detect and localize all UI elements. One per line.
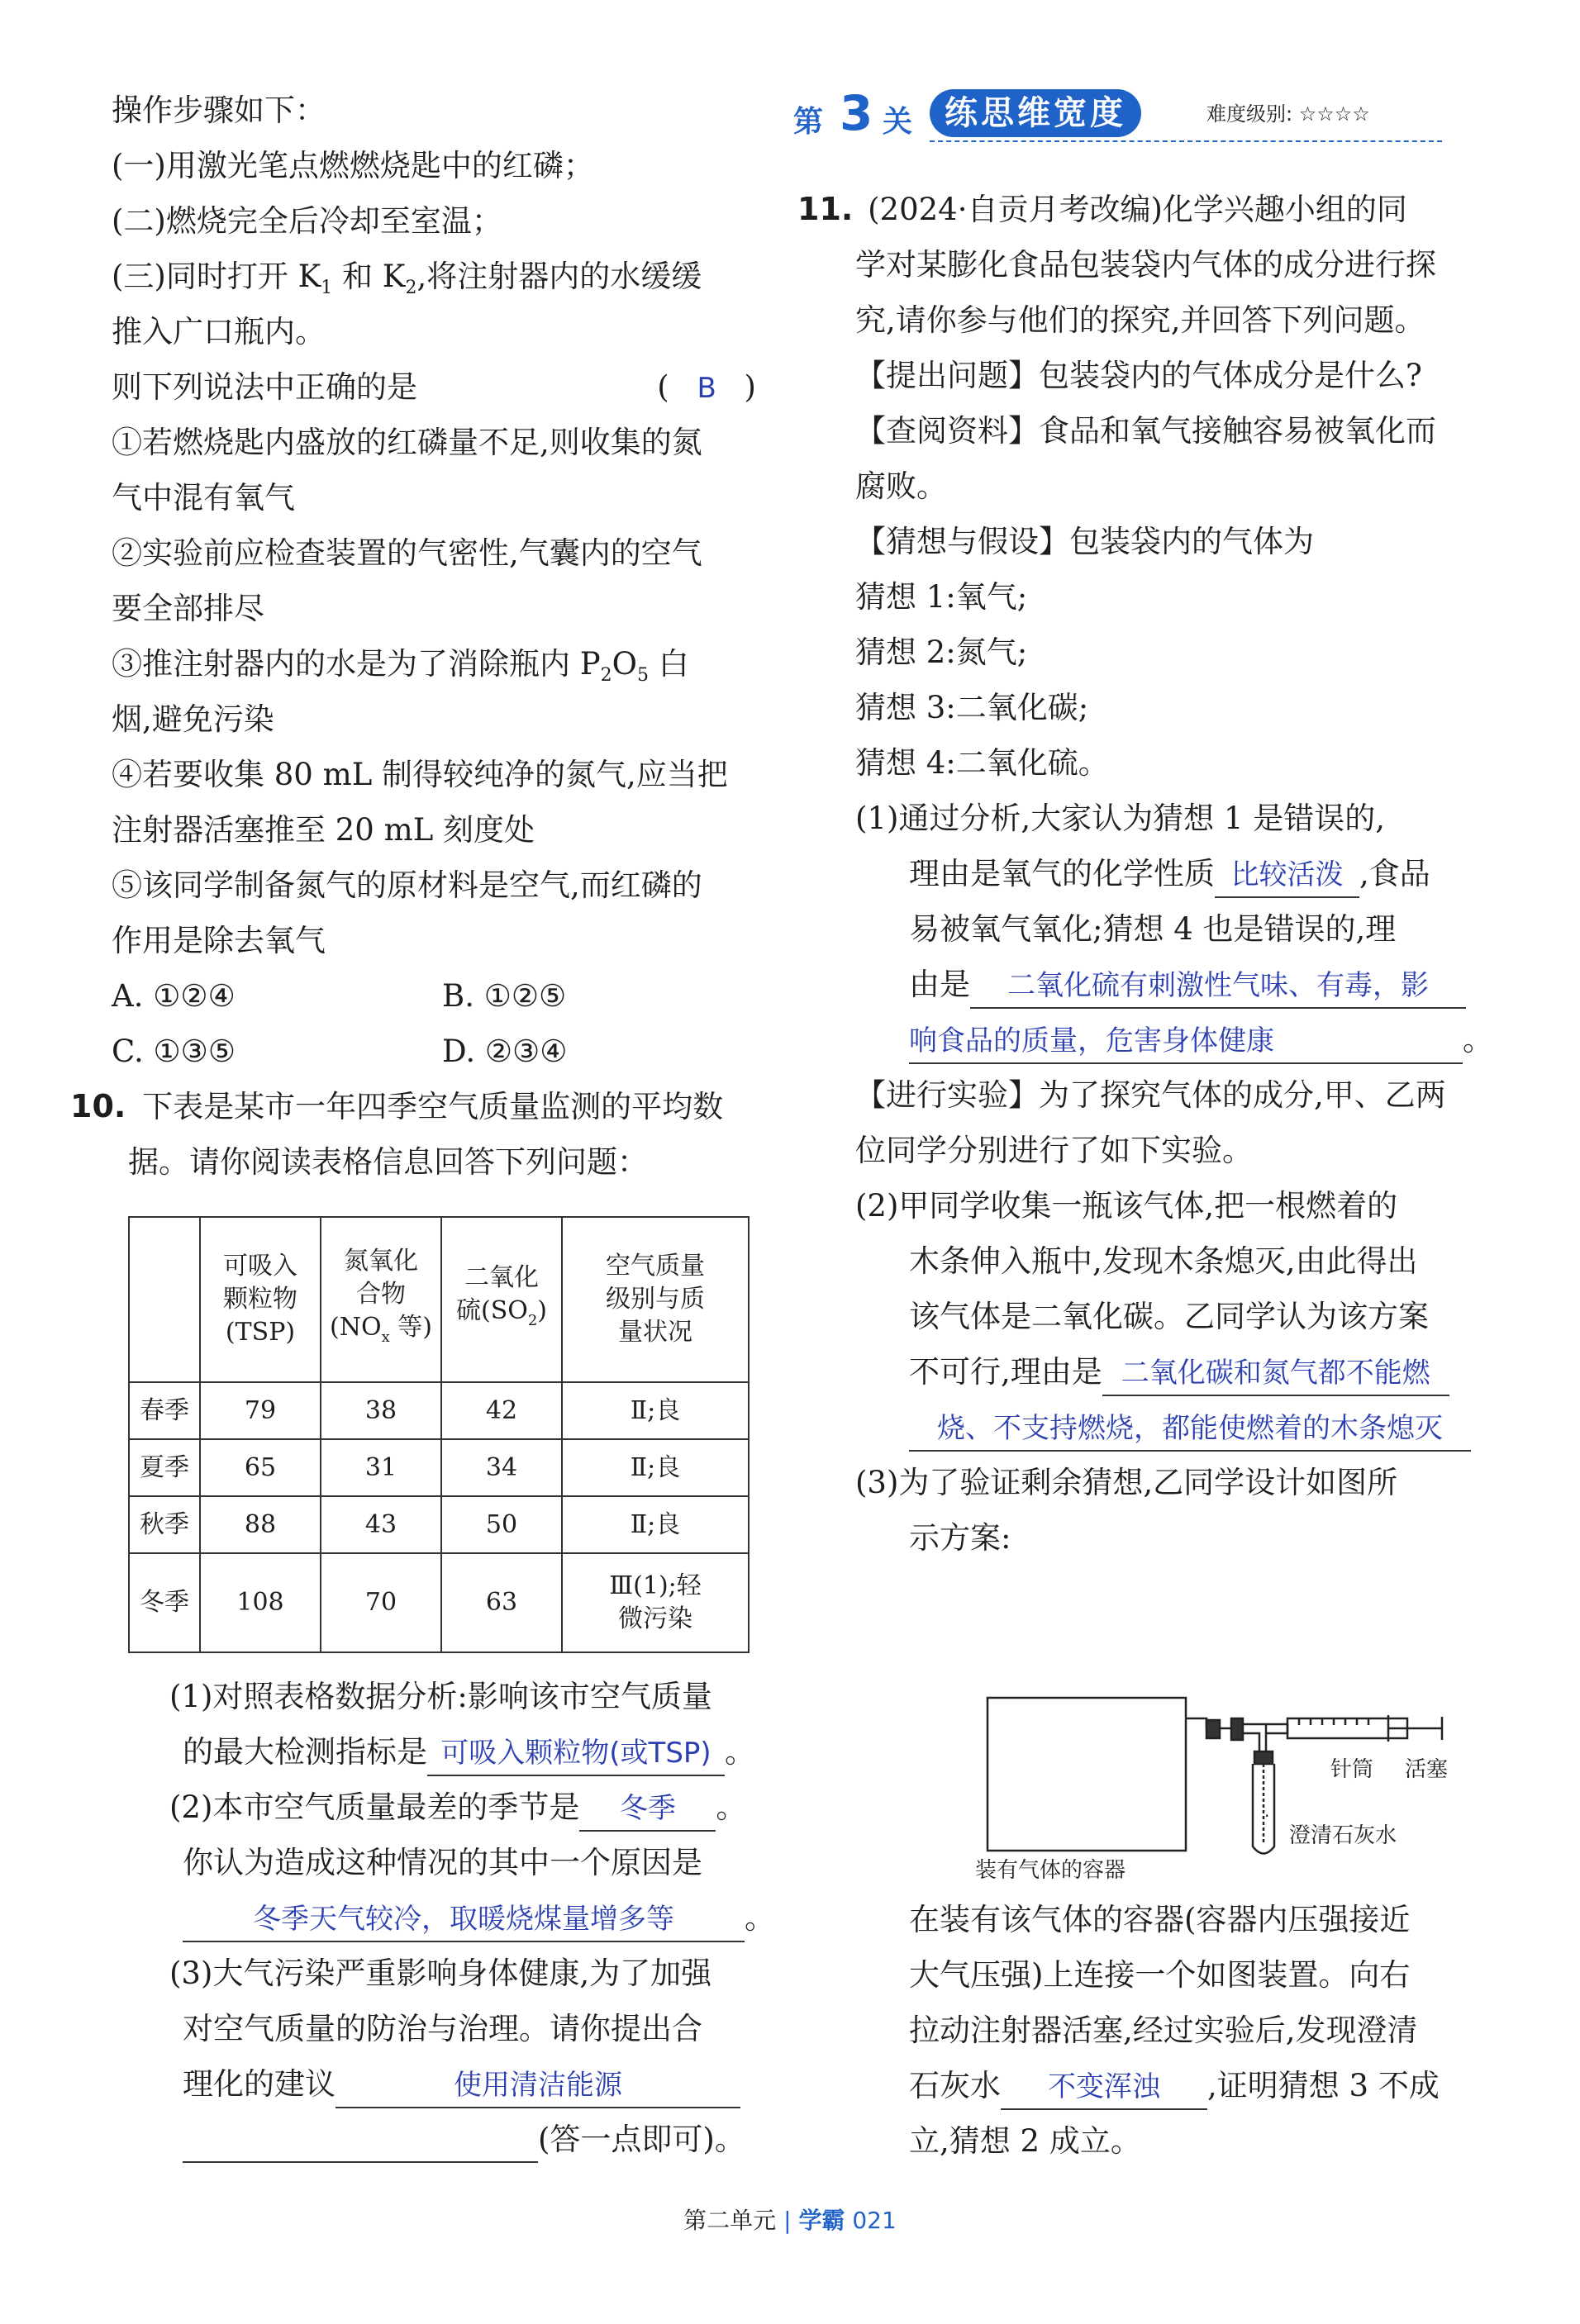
q11-part-2e — [797, 1400, 1475, 1455]
syringe-nozzle — [1266, 1724, 1287, 1733]
q11-line-3: 究,请你参与他们的探究,并回答下列问题。 — [855, 302, 1425, 338]
statement-4a: ④若要收集 80 mL 制得较纯净的氮气,应当把 — [112, 757, 728, 792]
q11-answer-2b: 响食品的质量，危害身体健康 — [909, 1019, 1463, 1064]
q11-part-3d: 大气压强)上连接一个如图装置。向右 — [909, 1957, 1411, 1993]
step-2: (二)燃烧完全后冷却至室温； — [112, 203, 502, 239]
q10-line-2: 据。请你阅读表格信息回答下列问题： — [128, 1144, 648, 1180]
q10-blank-cont — [183, 2118, 538, 2163]
options-row-2 — [112, 1024, 756, 1079]
syringe-label: 针筒 — [1330, 1757, 1374, 1782]
q11-part-3b: 示方案: — [909, 1520, 1011, 1556]
footer-page-number: 021 — [852, 2207, 897, 2234]
table-row: 春季 79 38 42 Ⅱ;良 — [129, 1382, 749, 1439]
right-column-cont — [797, 1892, 1475, 2169]
table-header-tsp: 可吸入 颗粒物 (TSP) — [200, 1217, 321, 1382]
t-tube — [1243, 1724, 1266, 1751]
experiment-1: 【进行实验】为了探究气体的成分,甲、乙两 — [855, 1077, 1446, 1113]
q11-part-1b: 理由是氧气的化学性质 比较活泼 ,食品 — [797, 846, 1475, 901]
q11-part-2b: 木条伸入瓶中,发现木条熄灭,由此得出 — [909, 1243, 1418, 1279]
statement-2a: ②实验前应检查装置的气密性,气囊内的空气 — [112, 535, 702, 571]
table-header-level: 空气质量 级别与质 量状况 — [562, 1217, 749, 1382]
right-column — [797, 182, 1493, 1566]
table-header-corner — [129, 1217, 200, 1382]
q10-part-2b: 你认为造成这种情况的其中一个原因是 — [183, 1845, 702, 1880]
statement-2b: 要全部排尽 — [112, 591, 264, 626]
option-c: C. ①③⑤ — [112, 1034, 236, 1069]
header-dashed-line — [930, 140, 1442, 142]
q11-part-2c: 该气体是二氧化碳。乙同学认为该方案 — [909, 1299, 1429, 1334]
table-header-so2: 二氧化 硫$(SO_2)$ — [441, 1217, 562, 1382]
q11-answer-3a: 二氧化碳和氮气都不能燃 — [1102, 1352, 1449, 1396]
q10-answer-4: 使用清洁能源 — [336, 2064, 740, 2108]
pose-question: 【提出问题】包装袋内的气体成分是什么? — [855, 358, 1422, 393]
options-row-1 — [112, 968, 756, 1024]
q10-number: 10. — [70, 1088, 126, 1124]
option-d: D. ②③④ — [442, 1034, 568, 1069]
step-1: (一)用激光笔点燃燃烧匙中的红磷； — [112, 148, 594, 183]
q10-part-2a: (2)本市空气质量最差的季节是 冬季 。 — [112, 1780, 756, 1835]
q9-question: 则下列说法中正确的是 ( B ) — [112, 359, 756, 415]
header-guan: 关 — [883, 105, 913, 139]
limewater-label: 澄清石灰水 — [1289, 1823, 1397, 1848]
step-3: (三)同时打开 $K_1$ 和 $K_2$,将注射器内的水缓缓 — [112, 259, 702, 298]
q10-part-1b: 的最大检测指标是 可吸入颗粒物(或TSP) 。 — [112, 1724, 756, 1780]
q10-part-3b: 对空气质量的防治与治理。请你提出合 — [183, 2011, 702, 2046]
q11-part-3h: 立,猜想 2 成立。 — [909, 2123, 1141, 2159]
header-di: 第 — [793, 105, 824, 139]
water-level-mark: · — [1264, 1806, 1270, 1826]
table-header-nox: 氮氧化 合物 ($NO_x$ 等) — [321, 1217, 441, 1382]
q11-part-1e: 响食品的质量，危害身体健康 。 — [797, 1012, 1475, 1067]
table-row: 冬季 108 70 63 Ⅲ(1);轻 微污染 — [129, 1553, 749, 1652]
statement-5a: ⑤该同学制备氮气的原材料是空气,而红磷的 — [112, 867, 702, 903]
hypothesis: 【猜想与假设】包装袋内的气体为 — [855, 524, 1314, 559]
reference-2: 腐败。 — [855, 468, 947, 504]
q11-part-3e: 拉动注射器活塞,经过实验后,发现澄清 — [909, 2013, 1418, 2048]
left-column — [70, 83, 756, 1190]
q9-answer-bracket: ( B ) — [657, 369, 756, 405]
rubber-stopper-left — [1206, 1720, 1220, 1738]
q11-part-2d: 不可行,理由是 二氧化碳和氮气都不能燃 — [797, 1344, 1475, 1400]
table-cell-level-winter: Ⅲ(1);轻 微污染 — [562, 1553, 749, 1652]
apparatus-figure — [959, 1685, 1471, 1884]
q11-answer-4: 不变浑浊 — [1001, 2065, 1207, 2110]
table-header-row — [129, 1217, 749, 1382]
statement-5b: 作用是除去氧气 — [112, 923, 326, 958]
q10-part-1a: (1)对照表格数据分析:影响该市空气质量 — [169, 1679, 712, 1714]
experiment-2: 位同学分别进行了如下实验。 — [855, 1133, 1253, 1168]
page-footer: 第二单元 | 学霸 021 — [683, 2207, 897, 2234]
q11-answer-1: 比较活泼 — [1215, 853, 1359, 898]
q10-part-3a: (3)大气污染严重影响身体健康,为了加强 — [169, 1956, 712, 1991]
q11-part-3f: 石灰水 不变浑浊 ,证明猜想 3 不成 — [797, 2058, 1475, 2113]
footer-unit: 第二单元 — [683, 2207, 777, 2234]
step-3-cont: 推入广口瓶内。 — [112, 314, 326, 349]
container-label: 装有气体的容器 — [975, 1858, 1126, 1883]
statement-4b: 注射器活塞推至 20 mL 刻度处 — [112, 812, 535, 848]
intro-line: 操作步骤如下： — [112, 93, 326, 128]
statement-1a: ①若燃烧匙内盛放的红磷量不足,则收集的氮 — [112, 425, 702, 460]
guess-1: 猜想 1:氧气; — [855, 579, 1028, 615]
q11-part-1a: (1)通过分析,大家认为猜想 1 是错误的, — [855, 801, 1385, 836]
q10-answer-2: 冬季 — [579, 1787, 716, 1832]
q11-line-2: 学对某膨化食品包装袋内气体的成分进行探 — [855, 247, 1436, 283]
q10-part-3c: 理化的建议 使用清洁能源 — [112, 2056, 756, 2112]
q11-part-3c: 在装有该气体的容器(容器内压强接近 — [909, 1902, 1411, 1937]
option-a: A. ①②④ — [112, 978, 236, 1014]
gas-container — [988, 1698, 1186, 1851]
guess-4: 猜想 4:二氧化硫。 — [855, 745, 1109, 781]
statement-3b: 烟,避免污染 — [112, 701, 274, 737]
table-row: 秋季 88 43 50 Ⅱ;良 — [129, 1496, 749, 1553]
rubber-stopper-right — [1231, 1718, 1243, 1740]
table-row: 夏季 65 31 34 Ⅱ;良 — [129, 1439, 749, 1496]
footer-brand: 学霸 — [798, 2207, 845, 2234]
statement-1b: 气中混有氧气 — [112, 480, 295, 516]
tube-stopper — [1254, 1751, 1273, 1764]
air-quality-table — [128, 1216, 750, 1653]
q11-number: 11. — [797, 191, 854, 227]
piston-label: 活塞 — [1405, 1757, 1449, 1782]
q10-part-3d: (答一点即可)。 — [112, 2112, 756, 2167]
q11-part-2a: (2)甲同学收集一瓶该气体,把一根燃着的 — [855, 1188, 1398, 1224]
q9-answer: B — [697, 372, 716, 405]
q10-answer-3: 冬季天气较冷，取暖烧煤量增多等 — [183, 1898, 745, 1942]
q11-answer-3b: 烧、不支持燃烧，都能使燃着的木条熄灭 — [909, 1407, 1471, 1452]
q10-answer-1: 可吸入颗粒物(或TSP) — [427, 1732, 725, 1776]
header-title: 练思维宽度 — [930, 89, 1141, 137]
guess-3: 猜想 3:二氧化碳; — [855, 690, 1089, 725]
statement-3a: ③推注射器内的水是为了消除瓶内 $P_2O_5$ 白 — [112, 646, 689, 686]
header-level-number: 3 — [840, 85, 873, 141]
q11-line-1: 11. (2024·自贡月考改编)化学兴趣小组的同 — [797, 191, 1407, 227]
option-b: B. ①②⑤ — [442, 978, 567, 1014]
q10-part-2c: 冬季天气较冷，取暖烧煤量增多等 。 — [112, 1890, 756, 1946]
q11-part-1d: 由是 二氧化硫有刺激性气味、有毒，影 — [797, 957, 1475, 1012]
q11-part-3a: (3)为了验证剩余猜想,乙同学设计如图所 — [855, 1465, 1398, 1500]
section-header — [793, 85, 1479, 144]
q11-part-1c: 易被氧气氧化;猜想 4 也是错误的,理 — [909, 911, 1397, 947]
difficulty-rating: 难度级别: ☆☆☆☆ — [1206, 102, 1370, 126]
reference-1: 【查阅资料】食品和氧气接触容易被氧化而 — [855, 413, 1436, 449]
guess-2: 猜想 2:氮气; — [855, 634, 1028, 670]
q10-line-1: 10. 下表是某市一年四季空气质量监测的平均数 — [70, 1088, 724, 1124]
q11-answer-2a: 二氧化硫有刺激性气味、有毒，影 — [970, 964, 1466, 1009]
q10-subquestions — [112, 1669, 775, 2167]
